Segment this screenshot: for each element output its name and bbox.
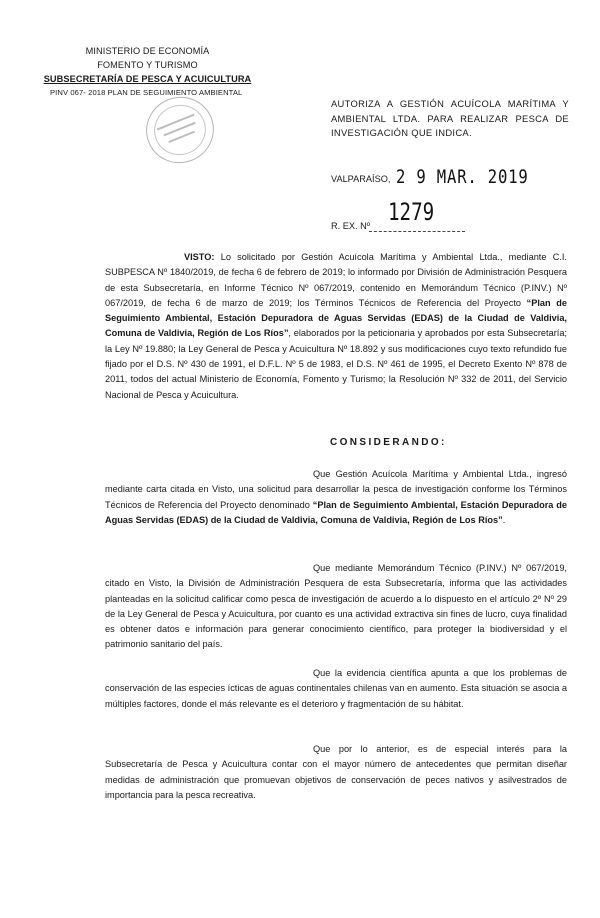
resolution-number: 1279 <box>388 198 435 226</box>
considerando-1 <box>105 467 567 528</box>
subsecretaria-name: SUBSECRETARÍA DE PESCA Y ACUICULTURA <box>43 74 252 84</box>
date-stamp: 2 9 MAR. 2019 <box>396 166 529 188</box>
visto-text-1: Lo solicitado por Gestión Acuícola Marítima y Ambiental Ltda., mediante C.I. SUBPESCA Nº 1840/2019, de fecha 6 de febrero de 2019; lo informado por División de Administración Pesquera de esta Subsecretaría, en Informe Técnico Nº 067/2019, contenido en Memorándum Técnico (P.INV.) Nº 067/2019, de fecha 6 de marzo de 2019; los Términos Técnicos de Referencia del Proyecto <box>105 252 567 308</box>
resolution-subject: AUTORIZA A GESTIÓN ACUÍCOLA MARÍTIMA Y AMBIENTAL LTDA. PARA REALIZAR PESCA DE INVESTIGACIÓN QUE INDICA. <box>331 98 569 138</box>
visto-text-2: , elaborados por la peticionaria y aprobados por esta Subsecretaría; la Ley Nº 19.880; la Ley General de Pesca y Acuicultura Nº 18.892 y sus modificaciones cuyo texto refundido fue fijado por el D.S. Nº 430 de 1991, el D.F.L. Nº 5 de 1983, el D.S. Nº 461 de 1995, el Decreto Exento Nº 878 de 2011, todos del actual Ministerio de Economía, Fomento y Turismo; la Resolución Nº 332 de 2011, del Servicio Nacional de Pesca y Acuicultura. <box>105 328 567 400</box>
resolution-number-label: R. EX. Nº <box>331 221 371 231</box>
c1-project-title: “Plan de Seguimiento Ambiental, Estación Depuradora de Aguas Servidas (EDAS) de la Ciudad de Valdivia, Comuna de Valdivia, Región de Los Ríos” <box>105 499 567 525</box>
stamp-mark <box>157 114 195 131</box>
c3-text: Que la evidencia científica apunta a que los problemas de conservación de las especies ícticas de aguas continentales chilenas van en aumento. Esta situación se asocia a múltiples factores, donde el más relevante es el deterioro y fragmentación de su hábitat. <box>105 668 567 709</box>
visto-heading: VISTO: <box>184 252 215 262</box>
c2-text: Que mediante Memorándum Técnico (P.INV.) Nº 067/2019, citado en Visto, la División de Administración Pesquera de esta Subsecretaría, informa que las actividades planteadas en la solicitud calificar como pesca de investigación de acuerdo a lo dispuesto en el artículo 2º Nº 29 de la Ley General de Pesca y Acuicultura, por cuanto es una actividad extractiva sin fines de lucro, cuya finalidad es obtener datos e información para generar conocimiento científico, para proteger la biodiversidad y el patrimonio sanitario del país. <box>105 563 567 650</box>
place-label: VALPARAÍSO, <box>331 174 391 184</box>
ministry-line-1: MINISTERIO DE ECONOMÍA <box>85 46 210 56</box>
ministry-line-2: FOMENTO Y TURISMO <box>97 60 198 70</box>
considerando-4 <box>105 742 567 803</box>
visto-paragraph <box>105 250 567 403</box>
considerando-heading: CONSIDERANDO: <box>330 437 447 448</box>
visto-project-title: “Plan de Seguimiento Ambiental, Estación Depuradora de Aguas Servidas (EDAS) de la Ciudad de Valdivia, Comuna de Valdivia, Región de Los Ríos” <box>105 297 567 339</box>
resolution-number-line <box>369 231 465 232</box>
c1-text-1: Que Gestión Acuícola Marítima y Ambiental Ltda., ingresó mediante carta citada en Visto, una solicitud para desarrollar la pesca de investigación conforme los Términos Técnicos de Referencia del Proyecto denominado <box>105 469 567 510</box>
considerando-2 <box>105 561 567 653</box>
document-reference: PINV 067- 2018 PLAN DE SEGUIMIENTO AMBIENTAL <box>50 88 243 97</box>
letterhead <box>40 44 255 100</box>
c1-text-2: . <box>502 514 506 525</box>
c4-text: Que por lo anterior, es de especial interés para la Subsecretaría de Pesca y Acuicultura contar con el mayor número de antecedentes que permitan diseñar medidas de administración que promuevan objetivos de conservación de peces nativos y asilvestrados de importancia para la pesca recreativa. <box>105 744 567 800</box>
considerando-3 <box>105 666 567 712</box>
